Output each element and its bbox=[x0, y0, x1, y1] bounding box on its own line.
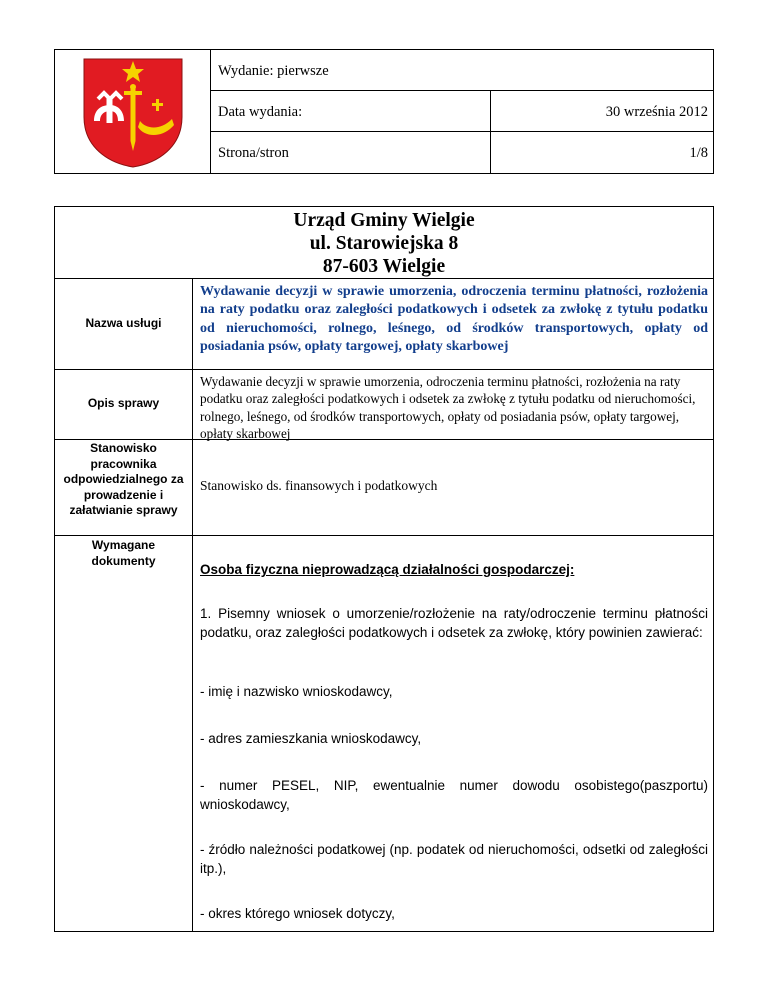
documents-value-cell bbox=[193, 535, 713, 931]
document-item: - imię i nazwisko wnioskodawcy, bbox=[200, 684, 393, 699]
logo-cell bbox=[55, 50, 211, 173]
document-item: - okres którego wniosek dotyczy, bbox=[200, 906, 395, 921]
document-header-table bbox=[54, 49, 714, 174]
edition-label: Wydanie: pierwsze bbox=[218, 63, 329, 79]
service-name-value: Wydawanie decyzji w sprawie umorzenia, odroczenia terminu płatności, rozłożenia na raty podatku oraz zaległości podatkowych i odsetek za zwłokę z tytułu podatku od nieruchomości, rolnego, leśnego, od środków transportowych, opłaty od posiadania psów, opłaty targowej, opłaty skarbowej bbox=[200, 284, 708, 354]
office-postcode-city: 87-603 Wielgie bbox=[322, 256, 446, 277]
edition-row bbox=[211, 50, 713, 91]
service-name-label: Nazwa usługi bbox=[85, 316, 162, 330]
office-address-heading bbox=[55, 207, 713, 279]
document-item: - numer PESEL, NIP, ewentualnie numer dowodu osobistego(paszportu) wnioskodawcy, bbox=[200, 778, 708, 812]
case-description-value-cell bbox=[193, 369, 713, 439]
document-item: - źródło należności podatkowej (np. podatek od nieruchomości, odsetki od zaległości itp.), bbox=[200, 842, 708, 876]
service-name-value-cell bbox=[193, 279, 713, 369]
service-card-table bbox=[54, 206, 714, 932]
position-value: Stanowisko ds. finansowych i podatkowych bbox=[200, 478, 438, 493]
position-label-cell bbox=[55, 439, 193, 535]
document-item: 1. Pisemny wniosek o umorzenie/rozłożenie na raty/odroczenie terminu płatności podatku, oraz zaległości podatkowych i odsetek za zwłokę, który powinien zawierać: bbox=[200, 606, 708, 640]
issue-date-value: 30 września 2012 bbox=[605, 104, 708, 120]
documents-label: Wymagane dokumenty bbox=[91, 538, 156, 568]
issue-date-label: Data wydania: bbox=[218, 104, 303, 120]
office-name: Urząd Gminy Wielgie bbox=[293, 210, 475, 231]
documents-heading: Osoba fizyczna nieprowadzącą działalności gospodarczej: bbox=[200, 562, 575, 577]
page-count-row bbox=[211, 132, 713, 173]
documents-label-cell bbox=[55, 535, 193, 931]
position-label: Stanowisko pracownika odpowiedzialnego za prowadzenie i załatwianie sprawy bbox=[63, 441, 184, 517]
position-value-cell bbox=[193, 439, 713, 535]
case-description-label-cell bbox=[55, 369, 193, 439]
page-count-value: 1/8 bbox=[689, 145, 708, 161]
case-description-value: Wydawanie decyzji w sprawie umorzenia, odroczenia terminu płatności, rozłożenia na raty podatku oraz zaległości podatkowych i odsetek za zwłokę z tytułu podatku od nieruchomości, rolnego, leśnego, od środków transportowych, opłaty od posiadania psów, opłaty targowej, opłaty skarbowej bbox=[200, 374, 696, 441]
coat-of-arms-logo bbox=[80, 55, 186, 169]
issue-date-row bbox=[211, 91, 713, 132]
office-street: ul. Starowiejska 8 bbox=[309, 233, 459, 254]
document-item: - adres zamieszkania wnioskodawcy, bbox=[200, 731, 422, 746]
service-name-label-cell bbox=[55, 279, 193, 369]
page-count-label: Strona/stron bbox=[218, 145, 289, 161]
case-description-label: Opis sprawy bbox=[87, 396, 160, 410]
